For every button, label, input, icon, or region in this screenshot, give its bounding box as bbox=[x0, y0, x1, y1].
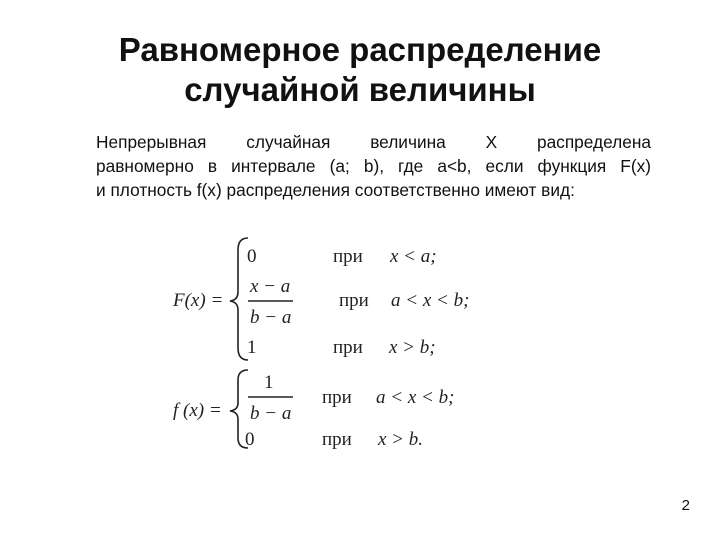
cdf-case1-word: при bbox=[333, 246, 363, 267]
cdf-case2-numerator: x − a bbox=[250, 276, 291, 297]
paragraph-line-1: Непрерывная случайная величина Х распределена bbox=[96, 132, 651, 152]
title-line-1: Равномерное распределение bbox=[118, 31, 602, 68]
cdf-case1-condition: x < a; bbox=[390, 246, 437, 267]
formula-pdf bbox=[173, 370, 454, 450]
pdf-case1-condition: a < x < b; bbox=[376, 387, 455, 408]
cdf-case1-value: 0 bbox=[247, 246, 257, 267]
paragraph-line-3: и плотность f(x) распределения соответственно имеют вид: bbox=[96, 180, 575, 200]
cdf-case3-value: 1 bbox=[247, 337, 257, 358]
pdf-case2-condition: x > b. bbox=[378, 429, 424, 450]
pdf-case1-denominator: b − a bbox=[250, 403, 292, 424]
cdf-case3-word: при bbox=[333, 337, 363, 358]
cdf-lhs: F(x) = bbox=[173, 290, 224, 311]
page-number: 2 bbox=[681, 497, 690, 514]
pdf-case2-word: при bbox=[322, 429, 352, 450]
paragraph-line-2: равномерно в интервале (a; b), где a<b, если функция F(x) bbox=[96, 156, 651, 176]
formula-cdf bbox=[172, 238, 469, 360]
cdf-brace bbox=[230, 238, 248, 360]
cdf-case3-condition: x > b; bbox=[389, 337, 436, 358]
cdf-case2-denominator: b − a bbox=[250, 307, 292, 328]
cdf-case2-condition: a < x < b; bbox=[391, 290, 470, 311]
title-line-2: случайной величины bbox=[184, 71, 536, 108]
pdf-case2-value: 0 bbox=[245, 429, 255, 450]
pdf-lhs: f (x) = bbox=[173, 400, 222, 421]
pdf-case1-numerator: 1 bbox=[264, 372, 274, 393]
pdf-case1-word: при bbox=[322, 387, 352, 408]
cdf-case2-word: при bbox=[339, 290, 369, 311]
